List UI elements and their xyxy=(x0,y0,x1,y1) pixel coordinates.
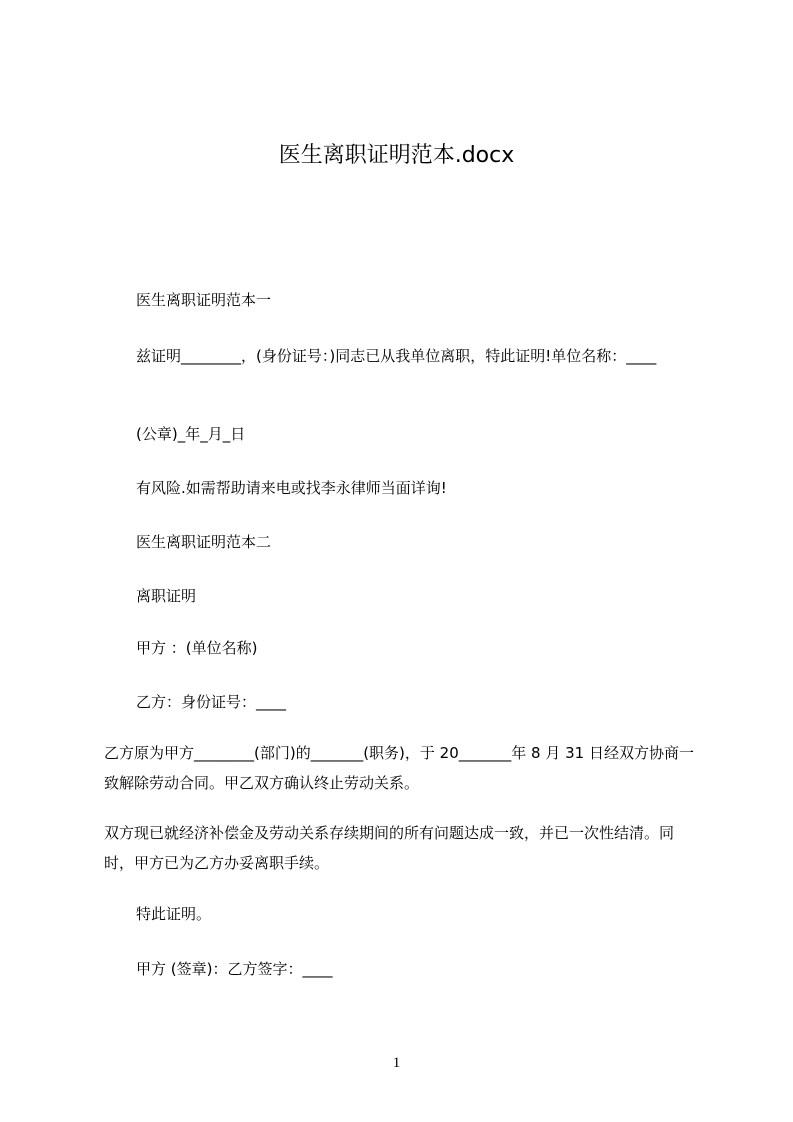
document-title: 医生离职证明范本.docx xyxy=(278,143,515,168)
paragraph-heading-one: 医生离职证明范本一 xyxy=(136,291,272,309)
paragraph-settlement: 双方现已就经济补偿金及劳动关系存续期间的所有问题达成一致，并已一次性结清。同时，甲方已为乙方办妥离职手续。 xyxy=(104,824,675,872)
paragraph-seal-date: (公章)_年_月_日 xyxy=(136,425,246,443)
paragraph-risk-notice: 有风险.如需帮助请来电或找李永律师当面详询! xyxy=(136,479,447,497)
page-number: 1 xyxy=(392,1055,401,1071)
paragraph-hereby-certify: 特此证明。 xyxy=(136,905,212,923)
paragraph-resignation-title: 离职证明 xyxy=(136,587,197,605)
paragraph-certificate-one: 兹证明________，(身份证号：)同志已从我单位离职，特此证明!单位名称：____ xyxy=(136,347,657,365)
paragraph-party-b: 乙方：身份证号：____ xyxy=(136,693,287,711)
paragraph-contract-termination: 乙方原为甲方________(部门)的_______(职务)，于 20_______年 8 月 31 日经双方协商一致解除劳动合同。甲乙双方确认终止劳动关系。 xyxy=(104,744,694,792)
paragraph-party-a: 甲方 ：(单位名称) xyxy=(136,639,258,657)
paragraph-signatures: 甲方 (签章)：乙方签字：____ xyxy=(136,960,333,978)
paragraph-heading-two: 医生离职证明范本二 xyxy=(136,533,272,551)
